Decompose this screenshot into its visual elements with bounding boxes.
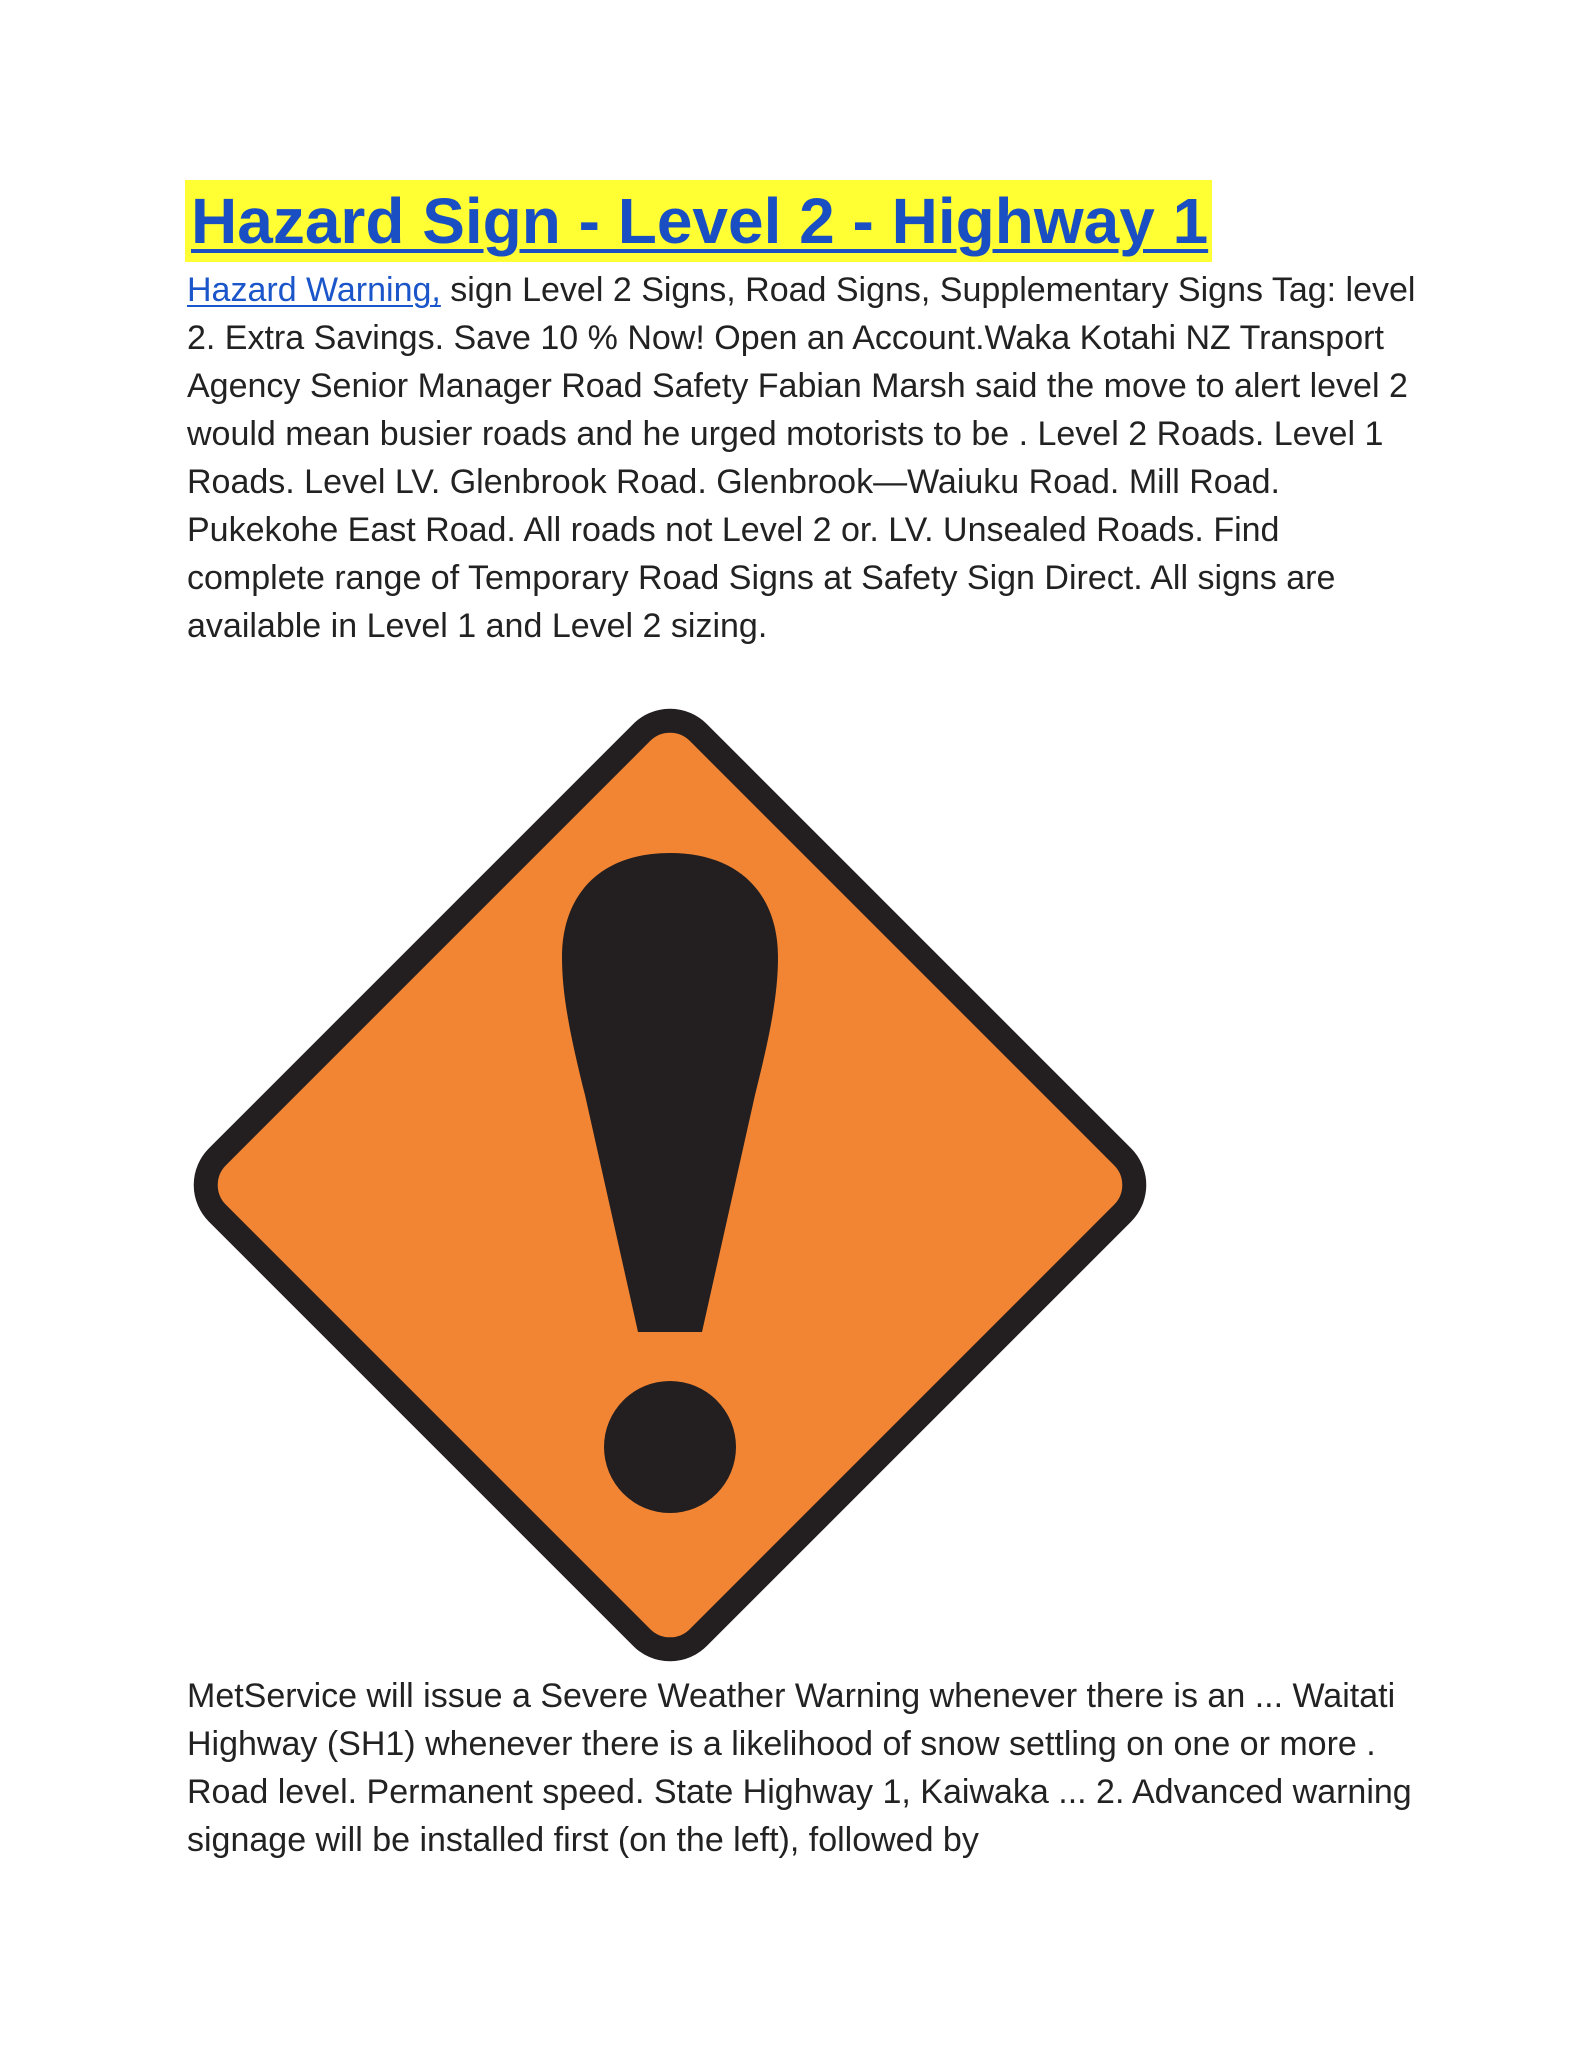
hazard-warning-link[interactable]: Hazard Warning,	[187, 271, 441, 309]
exclamation-hazard-icon	[180, 695, 1160, 1675]
intro-text: sign Level 2 Signs, Road Signs, Supplementary Signs Tag: level 2. Extra Savings. Save 10 % Now! Open an Account.Waka Kotahi NZ Transport Agency Senior Manager Road Safety Fabian Marsh said the move to alert level 2 would mean busier roads and he urged motorists to be . Level 2 Roads. Level 1 Roads. Level LV. Glenbrook Road. Glenbrook—Waiuku Road. Mill Road. Pukekohe East Road. All roads not Level 2 or. LV. Unsealed Roads. Find complete range of Temporary Road Signs at Safety Sign Direct. All signs are available in Level 1 and Level 2 sizing.	[187, 271, 1416, 645]
exclamation-dot	[604, 1381, 736, 1513]
page-title[interactable]: Hazard Sign - Level 2 - Highway 1	[185, 180, 1212, 262]
closing-paragraph: MetService will issue a Severe Weather Warning whenever there is an ... Waitati Highway (SH1) whenever there is a likelihood of snow settling on one or more . Road level. Permanent speed. State Highway 1, Kaiwaka ... 2. Advanced warning signage will be installed first (on the left), followed by	[187, 1677, 1412, 1859]
hazard-sign-image	[180, 695, 1160, 1675]
intro-paragraph	[187, 266, 1417, 650]
title-container	[185, 180, 1212, 262]
